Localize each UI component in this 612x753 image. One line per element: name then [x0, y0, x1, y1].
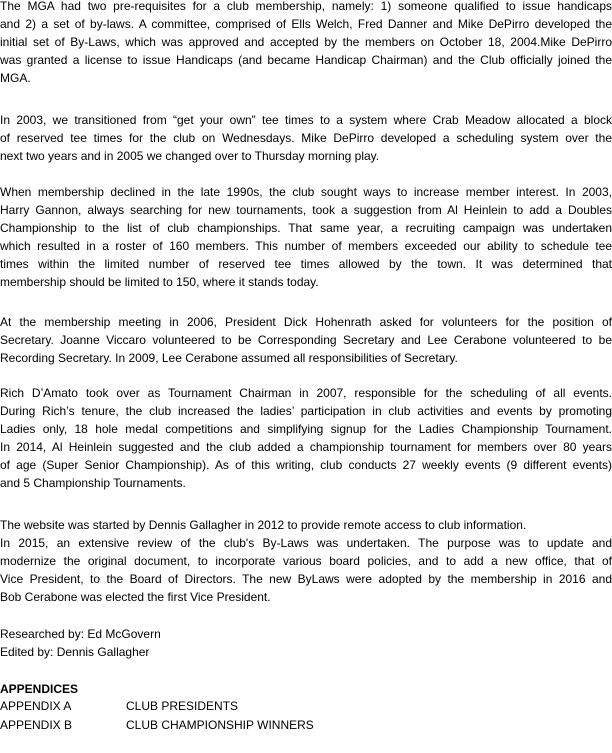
text-line: When membership declined in the late 1990s, the club sought ways to increase member interest. In 2003, [0, 185, 612, 199]
text-line: Secretary. Joanne Viccaro volunteered to be Corresponding Secretary and Lee Cerabone volunteered to be [0, 333, 612, 347]
appendix-title: CLUB PRESIDENTS [126, 699, 239, 713]
text-line: membership should be limited to 150, where it stands today. [0, 275, 319, 289]
appendix-code: APPENDIX A [0, 699, 72, 713]
text-line: and 5 Championship Tournaments. [0, 476, 186, 490]
text-line: Recording Secretary. In 2009, Lee Cerabone assumed all responsibilities of Secretary. [0, 351, 458, 365]
text-line: and 2) a set of by-laws. A committee, comprised of Ells Welch, Fred Danner and Mike DePirro developed the [0, 17, 612, 31]
text-line: At the membership meeting in 2006, President Dick Hohenrath asked for volunteers for the position of [0, 315, 612, 329]
text-line: The MGA had two pre-requisites for a club membership, namely: 1) someone qualified to issue handicaps [0, 0, 612, 13]
text-line: Harry Gannon, always searching for new tournaments, took a suggestion from Al Heinlein to add a Doubles [0, 203, 612, 217]
paragraph-mga-requirements [0, 0, 612, 87]
text-line: which resulted in a roster of 160 members. This number of members exceeded our ability to schedule tee [0, 239, 612, 253]
edited-by: Edited by: Dennis Gallagher [0, 645, 150, 659]
paragraph-membership [0, 183, 612, 291]
credits [0, 625, 612, 661]
appendices-section [0, 680, 612, 698]
paragraph-tournaments [0, 384, 612, 492]
text-line: MGA. [0, 71, 31, 85]
paragraph-website-bylaws [0, 516, 612, 606]
text-line: initial set of By-Laws, which was approved and accepted by the members on October 18, 2004.Mike DePirro [0, 35, 612, 49]
text-line: of age (Super Senior Championship). As of this writing, club conducts 27 weekly events (9 different events) [0, 458, 612, 472]
appendix-code: APPENDIX B [0, 718, 73, 732]
text-line: In 2015, an extensive review of the club's By-Laws was undertaken. The purpose was to update and [0, 536, 612, 550]
text-line: In 2003, we transitioned from “get your own” tee times to a system where Crab Meadow allocated a block [0, 113, 612, 127]
text-line: was granted a license to issue Handicaps (and became Handicap Chairman) and the Club officially joined the [0, 53, 612, 67]
text-line: Rich D’Amato took over as Tournament Chairman in 2007, responsible for the scheduling of all events. [0, 386, 612, 400]
appendix-title: CLUB CHAMPIONSHIP WINNERS [126, 718, 314, 732]
text-line: Bob Cerabone was elected the first Vice President. [0, 590, 271, 604]
appendices-heading: APPENDICES [0, 682, 79, 696]
paragraph-secretary [0, 313, 612, 367]
text-line: Championship to the list of club championships. That same year, a recruiting campaign was undertaken [0, 221, 612, 235]
text-line: In 2014, Al Heinlein suggested and the club added a championship tournament for members over 80 years [0, 440, 612, 454]
appendix-row [0, 697, 612, 715]
appendix-row [0, 716, 612, 734]
researched-by: Researched by: Ed McGovern [0, 627, 161, 641]
text-line: next two years and in 2005 we changed over to Thursday morning play. [0, 149, 380, 163]
text-line: of reserved tee times for the club on Wednesdays. Mike DePirro developed a scheduling system over the [0, 131, 612, 145]
text-line: modernize the original document, to incorporate various board policies, and to add a new office, that of [0, 554, 612, 568]
text-line: During Rich’s tenure, the club increased the ladies’ participation in club activities and events by promoting [0, 404, 612, 418]
paragraph-tee-times [0, 111, 612, 165]
text-line: Vice President, to the Board of Directors. The new ByLaws were adopted by the membership in 2016 and [0, 572, 612, 586]
text-line: times within the limited number of reserved tee times allowed by the town. It was determined that [0, 257, 612, 271]
text-line: Ladies only, 18 hole medal competitions and simplifying signup for the Ladies Championship Tournament. [0, 422, 612, 436]
text-line: The website was started by Dennis Gallagher in 2012 to provide remote access to club information. [0, 518, 527, 532]
